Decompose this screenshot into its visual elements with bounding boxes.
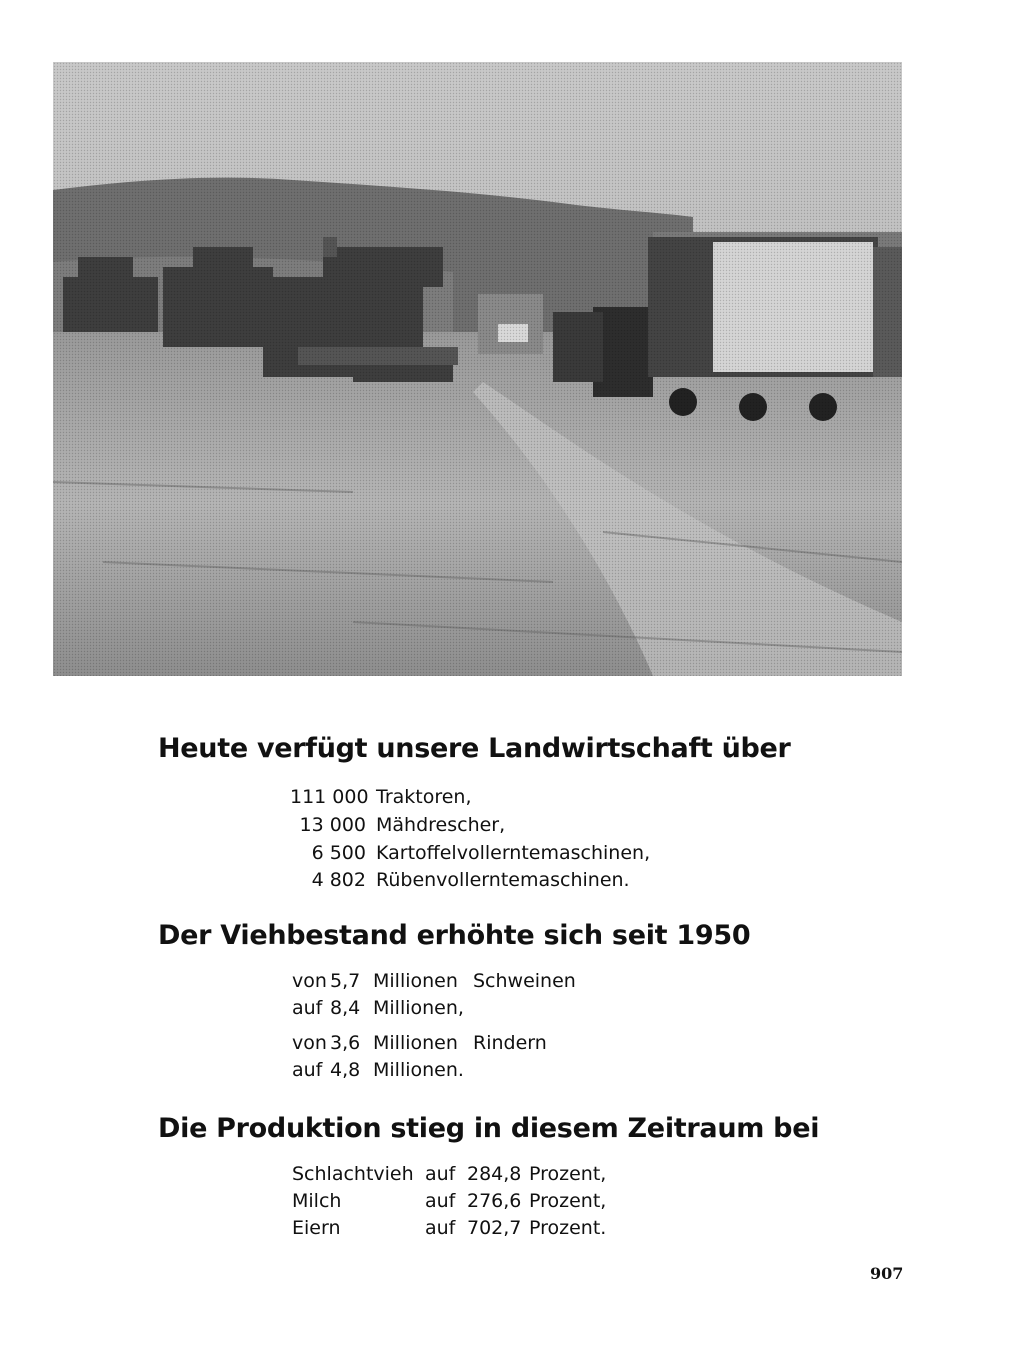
livestock-unit: Millionen. bbox=[373, 1059, 464, 1081]
heading-machinery: Heute verfügt unsere Landwirtschaft über bbox=[158, 733, 791, 764]
harvest-photo bbox=[53, 62, 902, 676]
machine-label: Kartoffelvollerntemaschinen, bbox=[376, 842, 651, 864]
machine-label: Rübenvollerntemaschinen. bbox=[376, 869, 630, 891]
machine-count: 13 000 bbox=[299, 814, 366, 836]
product-unit: Prozent. bbox=[529, 1217, 607, 1239]
livestock-animal: Rindern bbox=[473, 1032, 547, 1054]
machine-label: Traktoren, bbox=[376, 786, 472, 808]
product-name: Milch bbox=[292, 1190, 342, 1212]
livestock-value: 4,8 bbox=[330, 1059, 361, 1081]
product-value: 284,8 bbox=[467, 1163, 522, 1185]
livestock-value: 5,7 bbox=[330, 970, 361, 992]
product-unit: Prozent, bbox=[529, 1163, 607, 1185]
machine-count: 4 802 bbox=[311, 869, 366, 891]
livestock-prep: auf bbox=[292, 1059, 323, 1081]
livestock-value: 8,4 bbox=[330, 997, 361, 1019]
product-value: 276,6 bbox=[467, 1190, 522, 1212]
product-unit: Prozent, bbox=[529, 1190, 607, 1212]
livestock-prep: auf bbox=[292, 997, 323, 1019]
livestock-animal: Schweinen bbox=[473, 970, 576, 992]
heading-production: Die Produktion stieg in diesem Zeitraum bei bbox=[158, 1113, 820, 1144]
product-name: Eiern bbox=[292, 1217, 341, 1239]
heading-livestock: Der Viehbestand erhöhte sich seit 1950 bbox=[158, 920, 751, 951]
livestock-unit: Millionen, bbox=[373, 997, 464, 1019]
product-prep: auf bbox=[425, 1217, 456, 1239]
livestock-prep: von bbox=[292, 970, 327, 992]
livestock-unit: Millionen bbox=[373, 970, 458, 992]
livestock-prep: von bbox=[292, 1032, 327, 1054]
product-prep: auf bbox=[425, 1190, 456, 1212]
machine-label: Mähdrescher, bbox=[376, 814, 506, 836]
machine-count: 111 000 bbox=[290, 786, 369, 808]
product-value: 702,7 bbox=[467, 1217, 522, 1239]
product-prep: auf bbox=[425, 1163, 456, 1185]
photo-icon bbox=[53, 62, 902, 676]
machine-count: 6 500 bbox=[311, 842, 366, 864]
page-number: 907 bbox=[870, 1264, 904, 1283]
livestock-value: 3,6 bbox=[330, 1032, 361, 1054]
product-name: Schlachtvieh bbox=[292, 1163, 414, 1185]
livestock-unit: Millionen bbox=[373, 1032, 458, 1054]
